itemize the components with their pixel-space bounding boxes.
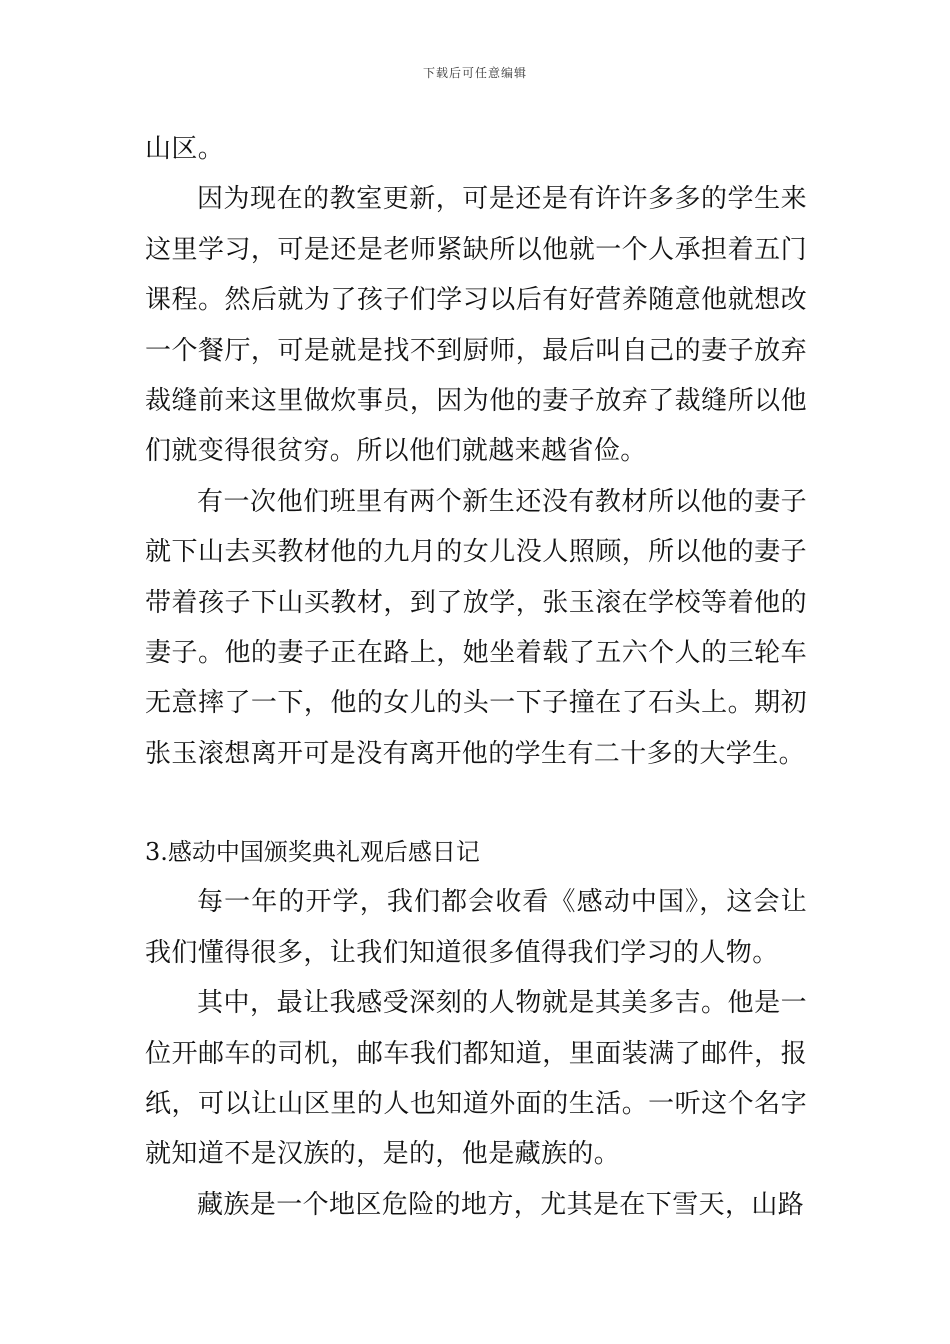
paragraph: 每一年的开学，我们都会收看《感动中国》，这会让我们懂得很多，让我们知道很多值得我们学习的人物。 — [145, 887, 807, 968]
paragraph: 其中，最让我感受深刻的人物就是其美多吉。他是一位开邮车的司机，邮车我们都知道，里面装满了邮件，报纸，可以让山区里的人也知道外面的生活。一听这个名字就知道不是汉族的，是的，他是藏族的。 — [145, 988, 807, 1170]
paragraph: 有一次他们班里有两个新生还没有教材所以他的妻子就下山去买教材他的九月的女儿没人照顾，所以他的妻子带着孩子下山买教材，到了放学，张玉滚在学校等着他的妻子。他的妻子正在路上，她坐着载了五六个人的三轮车无意摔了一下，他的女儿的头一下子撞在了石头上。期初张玉滚想离开可是没有离开他的学生有二十多的大学生。 — [145, 486, 807, 769]
paragraph: 藏族是一个地区危险的地方，尤其是在下雪天，山路 — [197, 1189, 805, 1220]
section-heading: 3.感动中国颁奖典礼观后感日记 — [145, 838, 480, 867]
paragraph: 因为现在的教室更新，可是还是有许许多多的学生来这里学习，可是还是老师紧缺所以他就一个人承担着五门课程。然后就为了孩子们学习以后有好营养随意他就想改一个餐厅，可是就是找不到厨师，最后叫自己的妻子放弃裁缝前来这里做炊事员，因为他的妻子放弃了裁缝所以他们就变得很贫穷。所以他们就越来越省俭。 — [145, 184, 807, 467]
page-header: 下载后可任意编辑 — [422, 66, 527, 80]
paragraph: 山区。 — [145, 134, 225, 164]
document-body — [145, 124, 807, 1230]
